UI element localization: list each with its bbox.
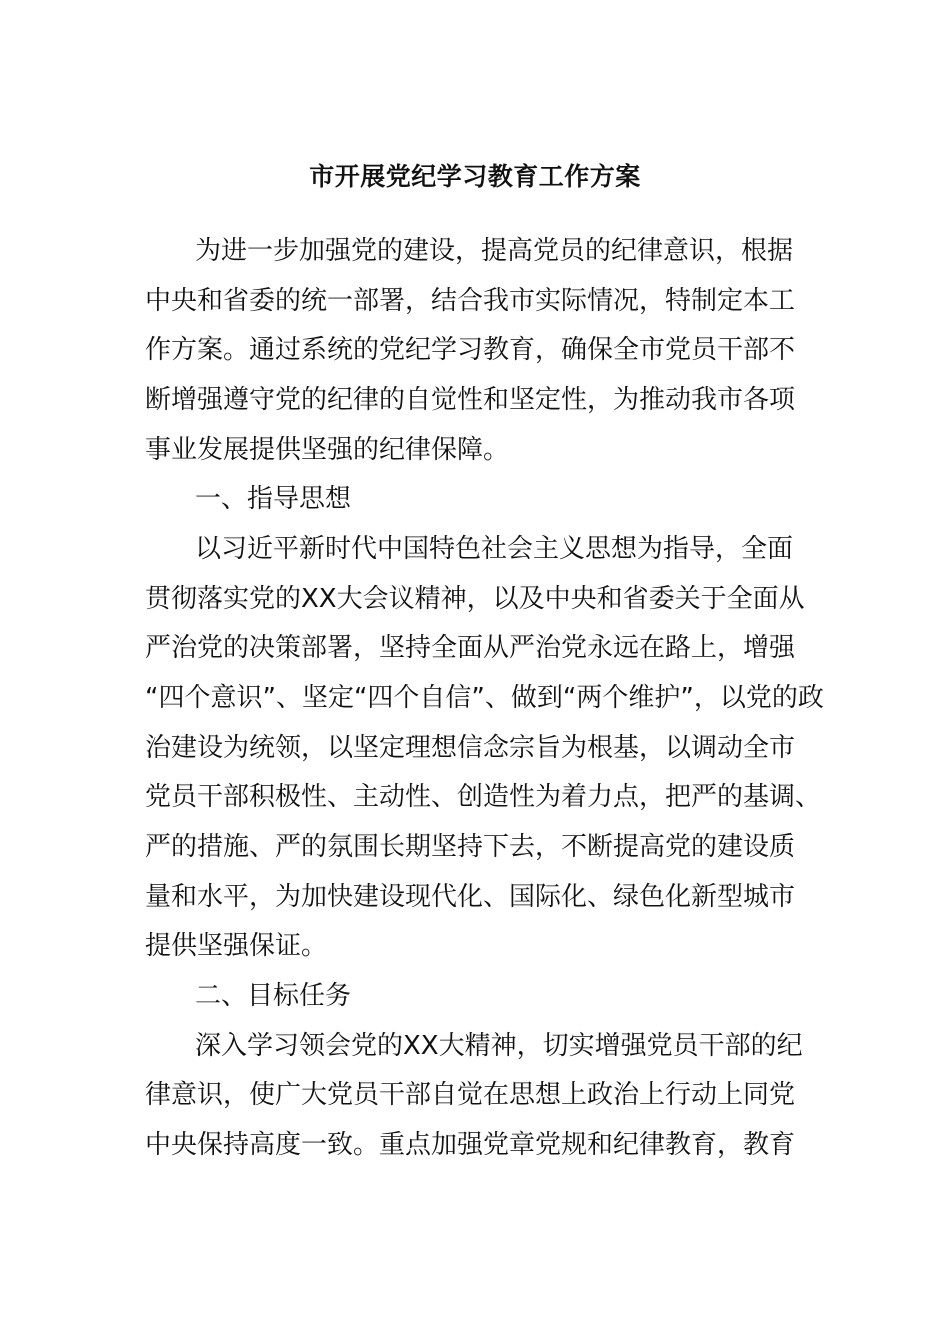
section-heading-goals-tasks: 二、目标任务 <box>195 981 352 1011</box>
intro-line: 断增强遵守党的纪律的自觉性和坚定性，为推动我市各项 <box>145 385 796 415</box>
section1-line: 量和水平，为加快建设现代化、国际化、绿色化新型城市 <box>145 882 796 912</box>
section2-line: 深入学习领会党的XX大精神，切实增强党员干部的纪 <box>195 1031 803 1061</box>
intro-line: 为进一步加强党的建设，提高党员的纪律意识，根据 <box>195 236 794 266</box>
intro-line: 事业发展提供坚强的纪律保障。 <box>145 435 510 465</box>
section1-line: 治建设为统领，以坚定理想信念宗旨为根基，以调动全市 <box>145 733 796 763</box>
section1-line: 严治党的决策部署，坚持全面从严治党永远在路上，增强 <box>145 633 796 663</box>
section1-line: 提供坚强保证。 <box>145 931 328 961</box>
document-title: 市开展党纪学习教育工作方案 <box>309 162 641 191</box>
section1-line: 贯彻落实党的XX大会议精神，以及中央和省委关于全面从 <box>145 584 805 614</box>
intro-line: 中央和省委的统一部署，结合我市实际情况，特制定本工 <box>145 286 796 316</box>
section2-line: 律意识，使广大党员干部自觉在思想上政治上行动上同党 <box>145 1080 796 1110</box>
section1-line: 以习近平新时代中国特色社会主义思想为指导，全面 <box>195 534 794 564</box>
section1-line: 党员干部积极性、主动性、创造性为着力点，把严的基调、 <box>145 782 822 812</box>
section2-line: 中央保持高度一致。重点加强党章党规和纪律教育，教育 <box>145 1130 796 1160</box>
section-heading-guiding-ideology: 一、指导思想 <box>195 484 352 514</box>
intro-line: 作方案。通过系统的党纪学习教育，确保全市党员干部不 <box>145 335 796 365</box>
section1-line: “四个意识”、坚定“四个自信”、做到“两个维护”，以党的政 <box>145 683 824 713</box>
section1-line: 严的措施、严的氛围长期坚持下去，不断提高党的建设质 <box>145 832 796 862</box>
